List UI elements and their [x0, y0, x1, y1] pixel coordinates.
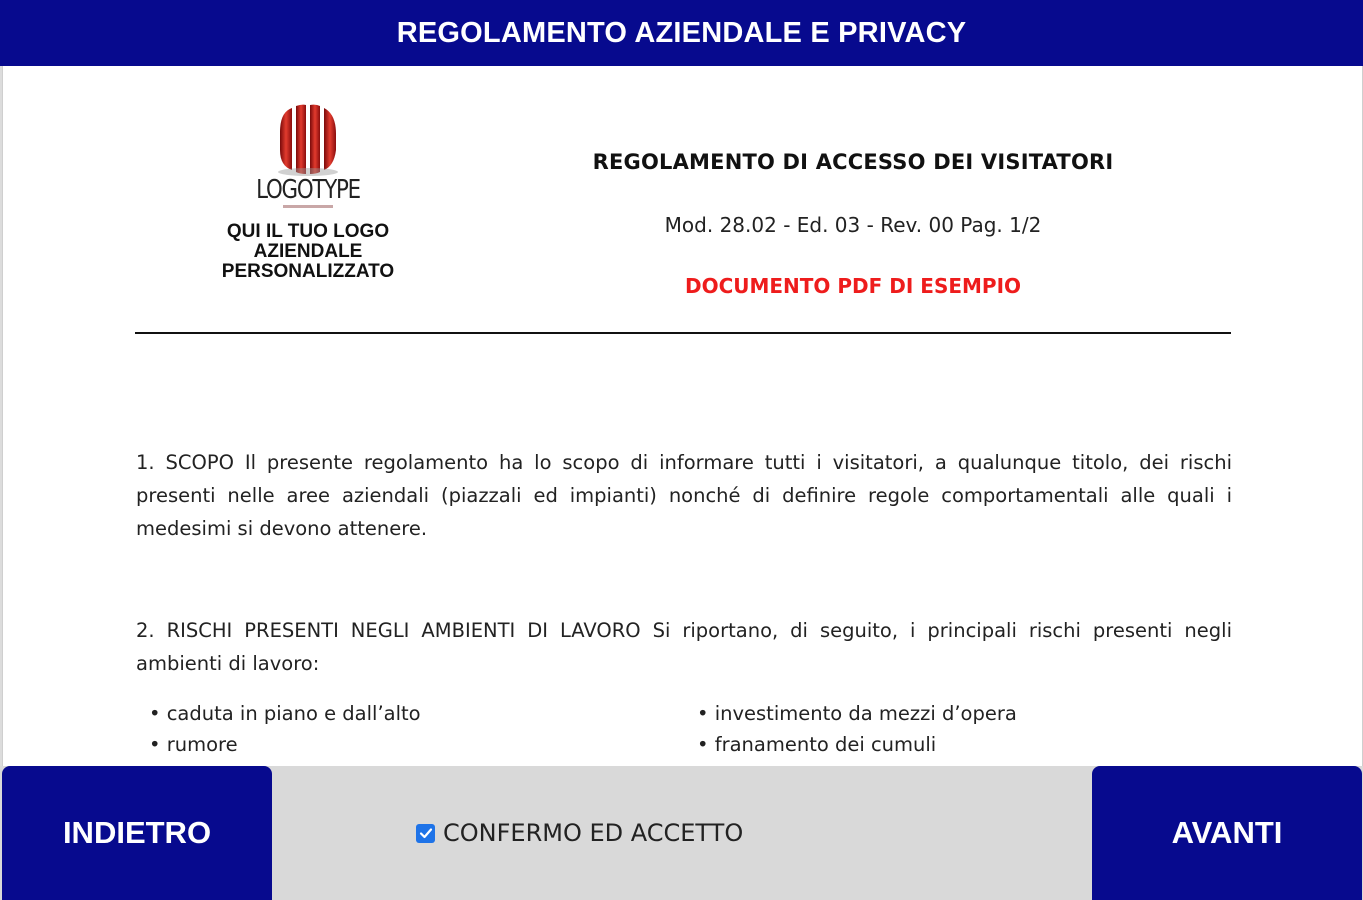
consent-label: CONFERMO ED ACCETTO	[443, 819, 744, 847]
document-viewer[interactable]	[2, 66, 1363, 766]
list-item: • investimento da mezzi d’opera	[697, 702, 1017, 725]
list-item: • caduta in piano e dall’alto	[149, 702, 421, 725]
logo-wordmark: LOGOTYPE	[256, 175, 360, 205]
header-divider	[135, 332, 1231, 334]
logo-caption-line: QUI IL TUO LOGO	[226, 221, 390, 242]
red-cylinder-logo-icon	[272, 102, 344, 178]
check-icon	[419, 826, 433, 840]
back-button-label: INDIETRO	[62, 815, 212, 850]
header-bar	[0, 0, 1363, 66]
next-button[interactable]	[1092, 766, 1362, 900]
sample-document-label: DOCUMENTO PDF DI ESEMPIO	[684, 274, 1022, 298]
checkbox-box[interactable]	[416, 824, 435, 843]
list-item: • franamento dei cumuli	[697, 733, 937, 756]
next-button-label: AVANTI	[1171, 815, 1283, 850]
document-revision: Mod. 28.02 - Ed. 03 - Rev. 00 Pag. 1/2	[664, 213, 1042, 237]
paragraph-risks: 2. RISCHI PRESENTI NEGLI AMBIENTI DI LAVORO Si riportano, di seguito, i principali rischi presenti negli ambienti di lavoro:	[136, 619, 1232, 675]
logo-caption-line: PERSONALIZZATO	[221, 261, 395, 282]
logo-tagline-bar	[283, 205, 333, 208]
paragraph-scope: 1. SCOPO Il presente regolamento ha lo scopo di informare tutti i visitatori, a qualunque titolo, dei rischi presenti nelle aree aziendali (piazzali ed impianti) nonché di definire regole comportamentali alle quali i medesimi si devono attenere.	[136, 451, 1232, 540]
page-title: REGOLAMENTO AZIENDALE E PRIVACY	[396, 16, 967, 49]
company-logo	[193, 102, 423, 282]
logo-caption	[193, 222, 423, 282]
document-title: REGOLAMENTO DI ACCESSO DEI VISITATORI	[592, 150, 1114, 174]
logo-caption-line: AZIENDALE	[253, 241, 363, 262]
consent-checkbox[interactable]	[416, 820, 743, 846]
list-item: • rumore	[149, 733, 238, 756]
back-button[interactable]	[2, 766, 272, 900]
risk-list	[149, 700, 1239, 758]
